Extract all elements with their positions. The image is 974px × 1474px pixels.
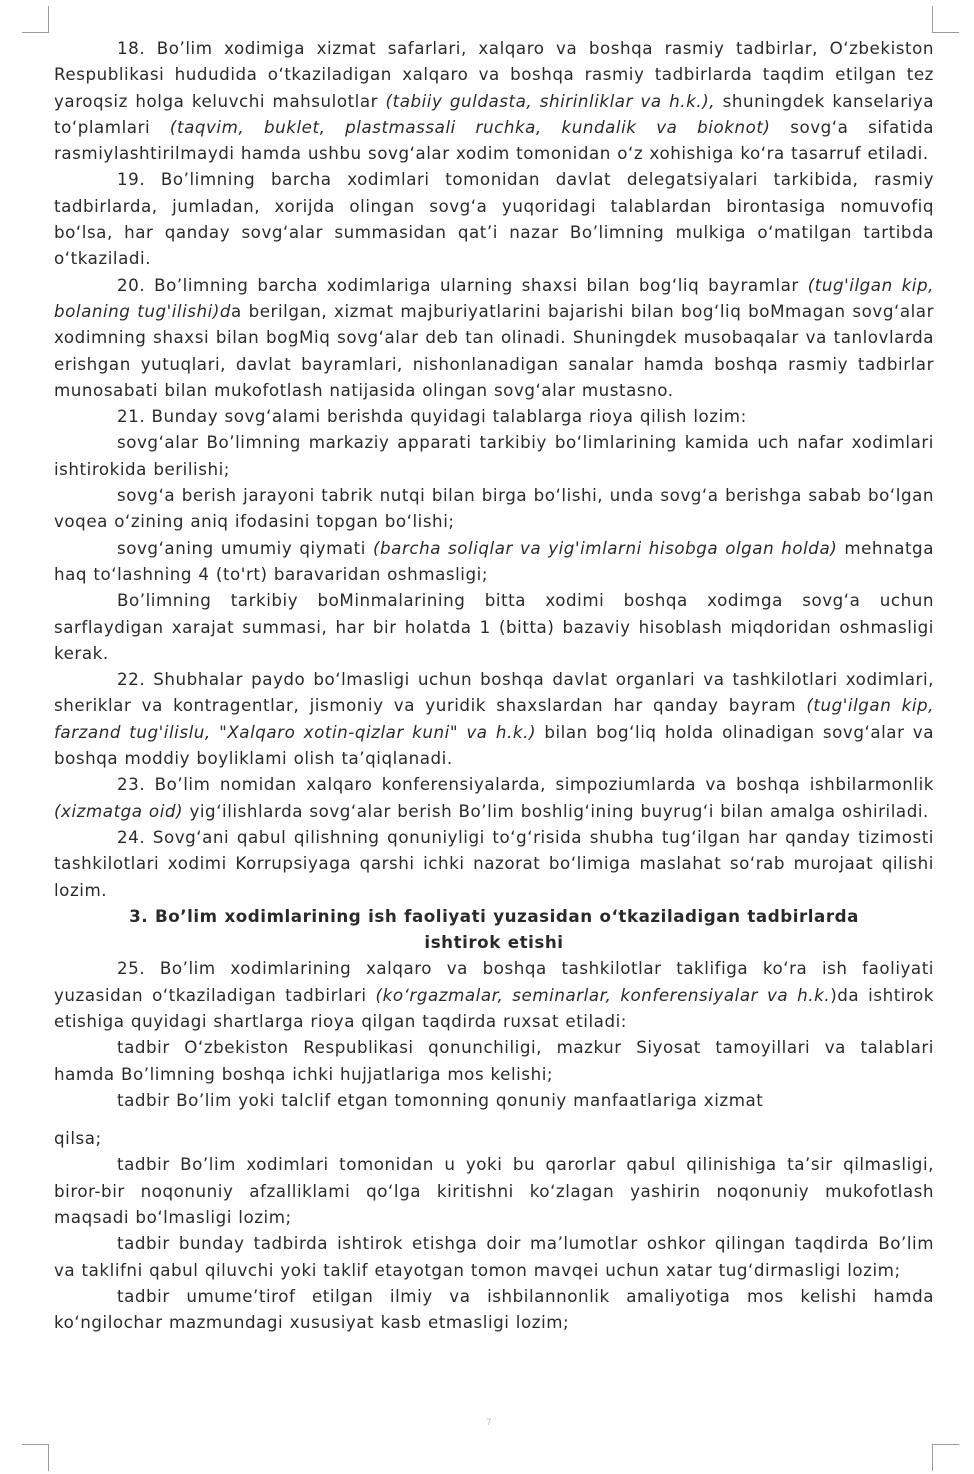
italic-text: (tabiiy guldasta, shirinliklar va h.k.),: [385, 90, 716, 111]
paragraph: [54, 666, 934, 771]
crop-mark-top-right: [932, 6, 959, 33]
paragraph: [54, 429, 934, 482]
text-run: shuningdek kanselariya to‘plamlari: [54, 90, 934, 137]
crop-mark-top-left: [22, 6, 49, 33]
text-run: bilan bog‘liq holda olinadigan sovg‘alar va boshqa moddiy boyliklami olish ta’qiqlanadi.: [54, 721, 935, 769]
text-run: 23. Bo’lim nomidan xalqaro konferensiyalarda, simpoziumlarda va boshqa ishbilarmonlik: [117, 774, 934, 795]
text-run: tadbir O‘zbekiston Respublikasi qonunchiligi, mazkur Siyosat tamoyillari va talablari hamda Bo’limning boshqa ichki hujjatlariga mos kelishi;: [54, 1037, 934, 1084]
text-run: sovg‘a sifatida rasmiylashtirilmaydi hamda ushbu sovg‘alar xodim tomonidan o‘z xohishiga ko‘ra tasarruf etiladi.: [54, 116, 934, 164]
text-run: 18. Bo’lim xodimiga xizmat safarlari, xalqaro va boshqa rasmiy tadbirlar, O‘zbekiston Respublikasi hududida o‘tkaziladigan xalqaro va boshqa rasmiy tadbirlarda taqdim etilgan tez yaroqsiz holga keluvchi mahsulotlar: [54, 38, 934, 111]
italic-text: (taqvim, buklet, plastmassali ruchka, kundalik va bioknot): [169, 116, 771, 137]
text-run: tadbir umume’tirof etilgan ilmiy va ishbilannonlik amaliyotiga mos kelishi hamda ko‘ngilochar mazmundagi xususiyat kasb etmasligi lozim;: [54, 1285, 934, 1333]
paragraph: [54, 1151, 934, 1230]
page-number: 7: [486, 1418, 492, 1428]
text-run: sovg‘a berish jarayoni tabrik nutqi bilan birga bo‘lishi, unda sovg‘a berishga sabab bo‘lgan voqea o‘zining aniq ifodasini topgan bo‘lishi;: [54, 485, 934, 532]
text-run: 22. Shubhalar paydo bo‘lmasligi uchun boshqa davlat organlari va tashkilotlari xodimlari, sheriklar va kontragentlar, jismoniy va yuridik shaxslardan har qanday bayram: [54, 669, 934, 716]
italic-text: (ko‘rgazmalar, seminarlar, konferensiyalar va h.k.: [375, 984, 831, 1005]
paragraph: [54, 1283, 934, 1336]
text-run: yig‘ilishlarda sovg‘alar berish Bo’lim boshlig‘ining buyrug‘i bilan amalga oshiriladi.: [183, 800, 929, 821]
paragraph: [54, 1034, 934, 1087]
paragraph: [54, 824, 934, 903]
crop-mark-bottom-left: [22, 1444, 49, 1471]
paragraph: [54, 535, 934, 588]
text-run: Bo’limning tarkibiy boMinmalarining bitta xodimi boshqa xodimga sovg‘a uchun sarflaydigan xarajat summasi, har bir holatda 1 (bitta) bazaviy hisoblash miqdoridan oshmasligi kerak.: [54, 590, 934, 663]
paragraph: [54, 272, 934, 403]
italic-text: (tug'ilgan kip, farzand tug'ilislu, "Xalqaro xotin-qizlar kuni" va h.k.): [54, 695, 934, 742]
paragraph: [54, 587, 934, 666]
text-run: 25. Bo’lim xodimlarining xalqaro va boshqa tashkilotlar taklifiga ko‘ra ish faoliyati yuzasidan o‘tkaziladigan tadbirlari: [54, 958, 934, 1005]
italic-text: (xizmatga oid): [54, 800, 184, 821]
paragraph-gap: [54, 1113, 934, 1125]
paragraph: [54, 1230, 934, 1283]
text-run: tadbir Bo’lim xodimlari tomonidan u yoki bu qarorlar qabul qilinishiga ta’sir qilmasligi, biror-bir noqonuniy afzalliklami qo‘lga kiritishni ko‘zlagan yashirin noqonuniy mukofotlash maqsadi bo‘lmasligi lozim;: [54, 1154, 934, 1228]
text-run: ishtirok etishi: [424, 932, 564, 953]
italic-text: (tug'ilgan kip, bolaning tug'ilishi)d: [54, 274, 934, 321]
text-run: 19. Bo’limning barcha xodimlari tomonidan davlat delegatsiyalari tarkibida, rasmiy tadbirlarda, jumladan, xorijda olingan sovg‘a yuqoridagi talablardan birontasiga nomuvofiq bo‘lsa, har qanday sovg‘alar summasidan qat’i nazar Bo’limning mulkiga o‘matilgan tartibda o‘tkaziladi.: [54, 169, 934, 269]
paragraph: [54, 482, 934, 535]
paragraph: [54, 771, 934, 824]
text-run: sovg‘alar Bo’limning markaziy apparati tarkibiy bo‘limlarining kamida uch nafar xodimlari ishtirokida berilishi;: [54, 432, 934, 479]
crop-mark-bottom-right: [932, 1444, 959, 1471]
section-heading: [54, 903, 934, 929]
text-run: )da ishtirok etishiga quyidagi shartlarga rioya qilgan taqdirda ruxsat etiladi:: [54, 984, 934, 1031]
paragraph: [54, 1125, 934, 1151]
paragraph: [54, 35, 934, 166]
text-run: mehnatga haq to‘lashning 4 (to'rt) baravaridan oshmasligi;: [54, 537, 934, 584]
document-body: [54, 35, 934, 1336]
text-run: 21. Bunday sovg‘alami berishda quyidagi talablarga rioya qilish lozim:: [117, 406, 747, 427]
text-run: 24. Sovg‘ani qabul qilishning qonuniyligi to‘g‘risida shubha tug‘ilgan har qanday tizimosti tashkilotlari xodimi Korrupsiyaga qarshi ichki nazorat bo‘limiga maslahat so‘rab murojaat qilishi lozim.: [54, 826, 934, 900]
text-run: 20. Bo’limning barcha xodimlariga ularning shaxsi bilan bog‘liq bayramlar: [117, 274, 808, 295]
section-heading: [54, 929, 934, 955]
text-run: sovg‘aning umumiy qiymati: [117, 537, 373, 558]
text-run: qilsa;: [54, 1128, 102, 1149]
text-run: tadbir Bo’lim yoki talclif etgan tomonning qonuniy manfaatlariga xizmat: [117, 1089, 764, 1110]
text-run: a berilgan, xizmat majburiyatlarini bajarishi bilan bog‘liq boMmagan sovg‘alar xodimning shaxsi bilan bogMiq sovg‘alar deb tan olinadi. Shuningdek musobaqalar va tanlovlarda erishgan yutuqlari, davlat bayramlari, nishonlanadigan sanalar hamda boshqa rasmiy tadbirlar munosabati bilan mukofotlash natijasida olingan sovg‘alar mustasno.: [54, 300, 934, 400]
paragraph: [54, 166, 934, 271]
text-run: 3. Bo’lim xodimlarining ish faoliyati yuzasidan o‘tkaziladigan tadbirlarda: [129, 905, 859, 926]
paragraph: [54, 955, 934, 1034]
text-run: tadbir bunday tadbirda ishtirok etishga doir ma’lumotlar oshkor qilingan taqdirda Bo’lim va taklifni qabul qiluvchi yoki taklif etayotgan tomon mavqei uchun xatar tug‘dirmasligi lozim;: [54, 1233, 934, 1280]
paragraph: [54, 1087, 934, 1113]
italic-text: (barcha soliqlar va yig'imlarni hisobga olgan holda): [372, 537, 838, 558]
paragraph: [54, 403, 934, 429]
